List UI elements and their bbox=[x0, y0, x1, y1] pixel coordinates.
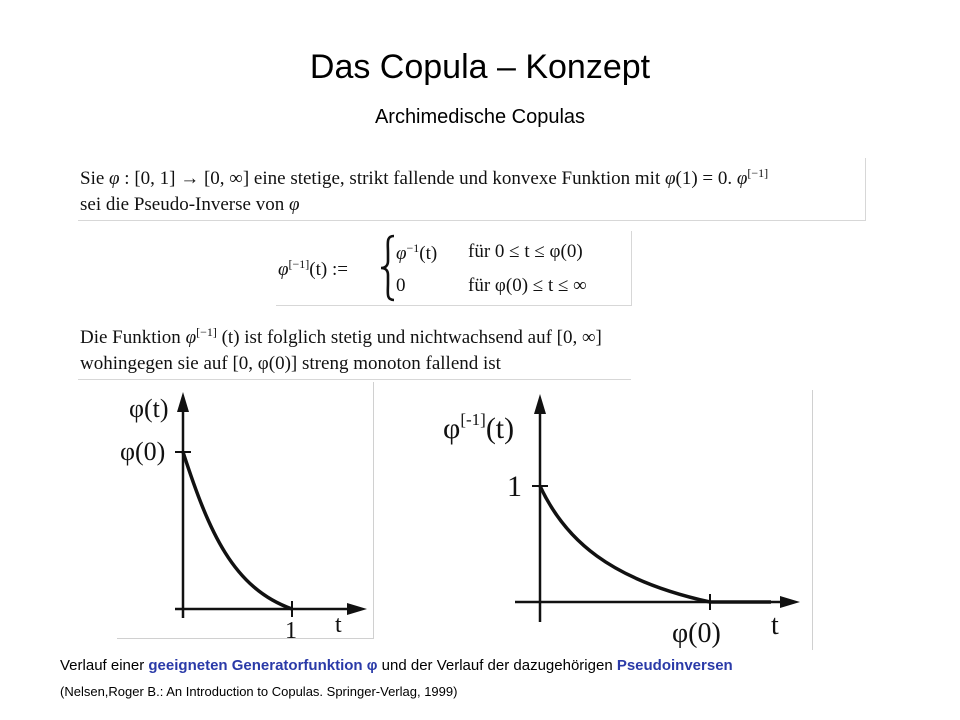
phi-symbol: φ bbox=[288, 194, 300, 215]
caption-text: Verlauf einer bbox=[60, 657, 149, 674]
superscript: [−1] bbox=[196, 325, 217, 339]
x-axis-arrow-icon bbox=[347, 603, 367, 615]
phi-symbol: φ bbox=[278, 259, 289, 280]
y-label-superscript: [-1] bbox=[460, 410, 486, 429]
generator-function-graph bbox=[117, 382, 374, 639]
x-tick-label: φ(0) bbox=[672, 618, 721, 649]
y-tick-label: φ(0) bbox=[120, 437, 166, 466]
generator-function-plot bbox=[117, 382, 373, 638]
phi-symbol: φ bbox=[396, 243, 407, 264]
generator-curve bbox=[183, 452, 292, 609]
y-axis-label: φ(t) bbox=[129, 394, 169, 423]
y-label-phi: φ bbox=[443, 412, 461, 445]
equation-text: (t) := bbox=[309, 259, 348, 280]
statement-line-1 bbox=[80, 325, 602, 349]
figure-caption bbox=[60, 657, 733, 674]
y-axis-arrow-icon bbox=[177, 392, 189, 412]
bibliographic-reference: (Nelsen,Roger B.: An Introduction to Copulas. Springer-Verlag, 1999) bbox=[60, 684, 458, 699]
y-tick-label: 1 bbox=[507, 470, 522, 503]
equation-text: (t) bbox=[419, 243, 438, 264]
superscript: [−1] bbox=[747, 166, 769, 180]
definition-line-2 bbox=[80, 194, 299, 216]
equation-case-2-value: 0 bbox=[396, 275, 406, 296]
y-axis-label bbox=[443, 410, 514, 445]
equation-case-1-value bbox=[396, 241, 437, 265]
superscript: [−1] bbox=[288, 257, 310, 271]
phi-symbol: φ bbox=[665, 168, 676, 189]
caption-text: und der Verlauf der dazugehörigen bbox=[377, 657, 617, 674]
x-axis-arrow-icon bbox=[780, 596, 800, 608]
statement-text: (t) ist folglich stetig und nichtwachsend auf [0, ∞] bbox=[216, 327, 602, 348]
pseudo-inverse-curve bbox=[540, 486, 710, 602]
statement-text-block bbox=[78, 317, 631, 380]
phi-symbol: φ bbox=[109, 168, 120, 189]
caption-highlight-generator: geeigneten Generatorfunktion φ bbox=[148, 657, 378, 674]
pseudo-inverse-plot bbox=[435, 390, 812, 650]
y-axis-arrow-icon bbox=[534, 394, 546, 414]
definition-text: Sie bbox=[80, 168, 110, 189]
statement-text: Die Funktion bbox=[80, 327, 186, 348]
x-tick-label: 1 bbox=[285, 618, 297, 638]
definition-text: sei die Pseudo-Inverse von bbox=[80, 194, 289, 215]
phi-symbol: φ bbox=[736, 168, 748, 189]
equation-lhs bbox=[278, 257, 348, 281]
y-label-argument: (t) bbox=[485, 412, 515, 445]
superscript: −1 bbox=[406, 241, 420, 255]
slide-subtitle: Archimedische Copulas bbox=[374, 106, 586, 128]
definition-text-block bbox=[78, 158, 866, 221]
definition-line-1 bbox=[80, 166, 768, 190]
caption-highlight-pseudoinverse: Pseudoinversen bbox=[616, 657, 733, 674]
pseudo-inverse-equation bbox=[276, 231, 632, 306]
pseudo-inverse-graph bbox=[435, 390, 813, 650]
definition-text: : [0, 1] → [0, ∞] eine stetige, strikt fallende und konvexe Funktion mit bbox=[119, 168, 665, 189]
x-axis-label: t bbox=[771, 610, 779, 641]
definition-text: (1) = 0. bbox=[675, 168, 737, 189]
phi-symbol: φ bbox=[185, 327, 197, 348]
x-axis-label: t bbox=[335, 612, 342, 638]
equation-case-2-condition: für φ(0) ≤ t ≤ ∞ bbox=[468, 275, 587, 296]
slide-title: Das Copula – Konzept bbox=[309, 48, 651, 86]
equation-case-1-condition: für 0 ≤ t ≤ φ(0) bbox=[468, 241, 583, 262]
statement-line-2: wohingegen sie auf [0, φ(0)] streng monoton fallend ist bbox=[80, 353, 501, 374]
